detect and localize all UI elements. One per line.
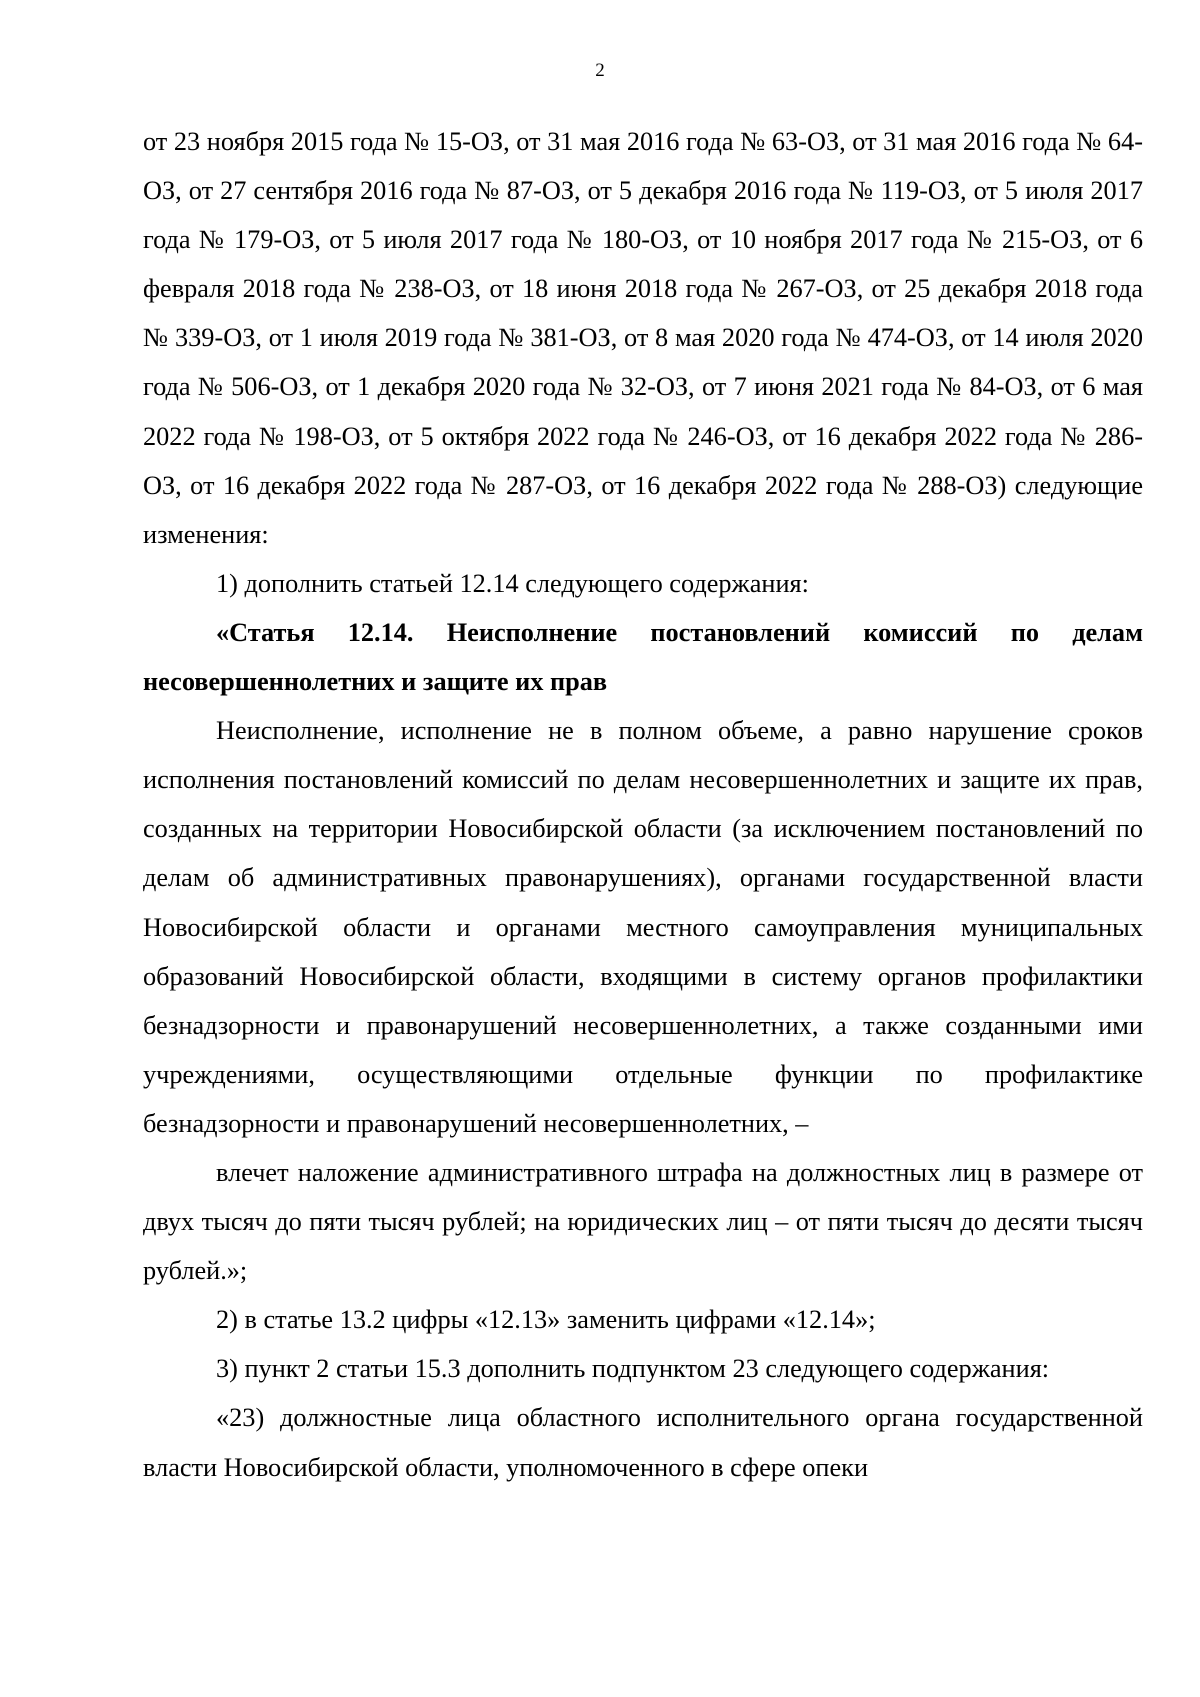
paragraph-article-sanction: влечет наложение административного штрафа на должностных лиц в размере от двух тысяч до пяти тысяч рублей; на юридических лиц – от пяти тысяч до десяти тысяч рублей.»;	[143, 1157, 1143, 1286]
paragraph-amendment-list: от 23 ноября 2015 года № 15-ОЗ, от 31 мая 2016 года № 63-ОЗ, от 31 мая 2016 года № 64-ОЗ, от 27 сентября 2016 года № 87-ОЗ, от 5 декабря 2016 года № 119-ОЗ, от 5 июля 2017 года № 179-ОЗ, от 5 июля 2017 года № 180-ОЗ, от 10 ноября 2017 года № 215-ОЗ, от 6 февраля 2018 года № 238-ОЗ, от 18 июня 2018 года № 267-ОЗ, от 25 декабря 2018 года № 339-ОЗ, от 1 июля 2019 года № 381-ОЗ, от 8 мая 2020 года № 474-ОЗ, от 14 июля 2020 года № 506-ОЗ, от 1 декабря 2020 года № 32-ОЗ, от 7 июня 2021 года № 84-ОЗ, от 6 мая 2022 года № 198-ОЗ, от 5 октября 2022 года № 246-ОЗ, от 16 декабря 2022 года № 286-ОЗ, от 16 декабря 2022 года № 287-ОЗ, от 16 декабря 2022 года № 288-ОЗ) следующие изменения:	[143, 127, 1143, 549]
page-number: 2	[595, 60, 605, 81]
paragraph-item-3: 3) пункт 2 статьи 15.3 дополнить подпунктом 23 следующего содержания:	[216, 1354, 1050, 1384]
paragraph-article-disposition: Неисполнение, исполнение не в полном объеме, а равно нарушение сроков исполнения постановлений комиссий по делам несовершеннолетних и защите их прав, созданных на территории Новосибирской области (за исключением постановлений по делам об административных правонарушениях), органами государственной власти Новосибирской области и органами местного самоуправления муниципальных образований Новосибирской области, входящими в систему органов профилактики безнадзорности и правонарушений несовершеннолетних, а также созданными ими учреждениями, осуществляющими отдельные функции по профилактике безнадзорности и правонарушений несовершеннолетних, –	[143, 716, 1143, 1138]
paragraph-subitem-23: «23) должностные лица областного исполнительного органа государственной власти Новосибирской области, уполномоченного в сфере опеки	[143, 1403, 1143, 1482]
paragraph-item-2: 2) в статье 13.2 цифры «12.13» заменить цифрами «12.14»;	[216, 1305, 876, 1335]
article-heading: «Статья 12.14. Неисполнение постановлений комиссий по делам несовершеннолетних и защите их прав	[143, 617, 1143, 697]
paragraph-item-1: 1) дополнить статьей 12.14 следующего содержания:	[216, 568, 809, 598]
document-body	[143, 117, 1143, 1492]
